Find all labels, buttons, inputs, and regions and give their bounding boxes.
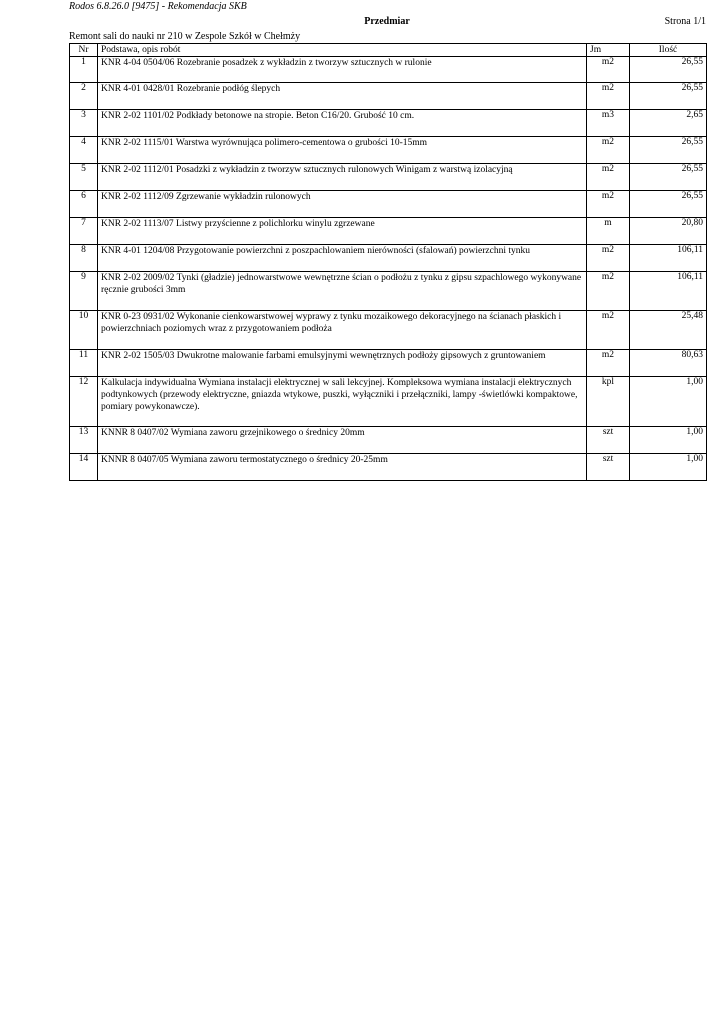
row-unit: m2 <box>587 83 630 110</box>
row-description: KNNR 8 0407/02 Wymiana zaworu grzejnikowego o średnicy 20mm <box>98 427 587 454</box>
row-quantity: 26,55 <box>630 137 707 164</box>
row-number: 8 <box>70 245 98 272</box>
row-unit: szt <box>587 427 630 454</box>
row-number: 5 <box>70 164 98 191</box>
row-description: KNNR 8 0407/05 Wymiana zaworu termostatycznego o średnicy 20-25mm <box>98 454 587 481</box>
table-row <box>70 245 707 272</box>
row-number: 7 <box>70 218 98 245</box>
row-description: KNR 2-02 1101/02 Podkłady betonowe na stropie. Beton C16/20. Grubość 10 cm. <box>98 110 587 137</box>
row-unit: m3 <box>587 110 630 137</box>
column-header-unit: Jm <box>587 44 630 57</box>
row-quantity: 20,80 <box>630 218 707 245</box>
row-description: KNR 4-04 0504/06 Rozebranie posadzek z wykładzin z tworzyw sztucznych w rulonie <box>98 57 587 83</box>
row-quantity: 26,55 <box>630 57 707 83</box>
table-header-row <box>70 44 707 57</box>
row-quantity: 26,55 <box>630 191 707 218</box>
table-row <box>70 454 707 481</box>
row-quantity: 1,00 <box>630 454 707 481</box>
row-description: KNR 2-02 1112/09 Zgrzewanie wykładzin rulonowych <box>98 191 587 218</box>
row-description: KNR 2-02 1112/01 Posadzki z wykładzin z tworzyw sztucznych rulonowych Winigam z warstwą izolacyjną <box>98 164 587 191</box>
table-row <box>70 427 707 454</box>
row-unit: m2 <box>587 311 630 350</box>
row-description: KNR 4-01 0428/01 Rozebranie podłóg ślepych <box>98 83 587 110</box>
row-description: KNR 2-02 2009/02 Tynki (gładzie) jednowarstwowe wewnętrzne ścian o podłożu z tynku z gipsu szpachlowego wykonywane ręcznie grubości 3mm <box>98 272 587 311</box>
row-quantity: 26,55 <box>630 83 707 110</box>
row-description: KNR 4-01 1204/08 Przygotowanie powierzchni z poszpachlowaniem nierówności (sfalowań) powierzchni tynku <box>98 245 587 272</box>
row-unit: m2 <box>587 191 630 218</box>
row-quantity: 1,00 <box>630 377 707 427</box>
table-row <box>70 137 707 164</box>
row-number: 10 <box>70 311 98 350</box>
row-unit: m2 <box>587 245 630 272</box>
table-row <box>70 191 707 218</box>
row-number: 2 <box>70 83 98 110</box>
column-header-description: Podstawa, opis robót <box>98 44 587 57</box>
bill-of-quantities-table <box>69 43 707 481</box>
row-number: 1 <box>70 57 98 83</box>
document-title: Przedmiar <box>364 16 410 27</box>
table-row <box>70 218 707 245</box>
table-row <box>70 57 707 83</box>
row-number: 3 <box>70 110 98 137</box>
app-title: Rodos 6.8.26.0 [9475] - Rekomendacja SKB <box>69 1 247 12</box>
row-description: KNR 2-02 1115/01 Warstwa wyrównująca polimero-cementowa o grubości 10-15mm <box>98 137 587 164</box>
row-number: 4 <box>70 137 98 164</box>
table-row <box>70 377 707 427</box>
row-quantity: 106,11 <box>630 245 707 272</box>
row-number: 13 <box>70 427 98 454</box>
table-row <box>70 83 707 110</box>
row-unit: m2 <box>587 272 630 311</box>
row-unit: m2 <box>587 137 630 164</box>
row-unit: kpl <box>587 377 630 427</box>
table-row <box>70 110 707 137</box>
row-number: 11 <box>70 350 98 377</box>
row-description: KNR 0-23 0931/02 Wykonanie cienkowarstwowej wyprawy z tynku mozaikowego dekoracyjnego na ścianach płaskich i powierzchniach poziomych wraz z przygotowaniem podłoża <box>98 311 587 350</box>
row-description: KNR 2-02 1113/07 Listwy przyścienne z polichlorku winylu zgrzewane <box>98 218 587 245</box>
row-quantity: 26,55 <box>630 164 707 191</box>
row-number: 9 <box>70 272 98 311</box>
row-quantity: 2,65 <box>630 110 707 137</box>
row-unit: m2 <box>587 164 630 191</box>
table-row <box>70 350 707 377</box>
row-unit: szt <box>587 454 630 481</box>
table-row <box>70 164 707 191</box>
row-quantity: 1,00 <box>630 427 707 454</box>
row-quantity: 106,11 <box>630 272 707 311</box>
table-row <box>70 272 707 311</box>
row-number: 12 <box>70 377 98 427</box>
column-header-quantity: Ilość <box>630 44 707 57</box>
page-number: Strona 1/1 <box>664 16 706 27</box>
table-row <box>70 311 707 350</box>
column-header-nr: Nr <box>70 44 98 57</box>
project-subtitle: Remont sali do nauki nr 210 w Zespole Szkół w Chełmży <box>69 31 301 42</box>
row-unit: m2 <box>587 57 630 83</box>
row-description: Kalkulacja indywidualna Wymiana instalacji elektrycznej w sali lekcyjnej. Kompleksowa wymiana instalacji elektrycznych podtynkowych (przewody elektryczne, gniazda wtykowe, puszki, wyłączniki i przełączniki, lampy -świetlówki kompaktowe, pomiary powykonawcze). <box>98 377 587 427</box>
row-unit: m <box>587 218 630 245</box>
row-quantity: 80,63 <box>630 350 707 377</box>
row-unit: m2 <box>587 350 630 377</box>
row-number: 6 <box>70 191 98 218</box>
row-number: 14 <box>70 454 98 481</box>
row-description: KNR 2-02 1505/03 Dwukrotne malowanie farbami emulsyjnymi wewnętrznych podłoży gipsowych z gruntowaniem <box>98 350 587 377</box>
row-quantity: 25,48 <box>630 311 707 350</box>
